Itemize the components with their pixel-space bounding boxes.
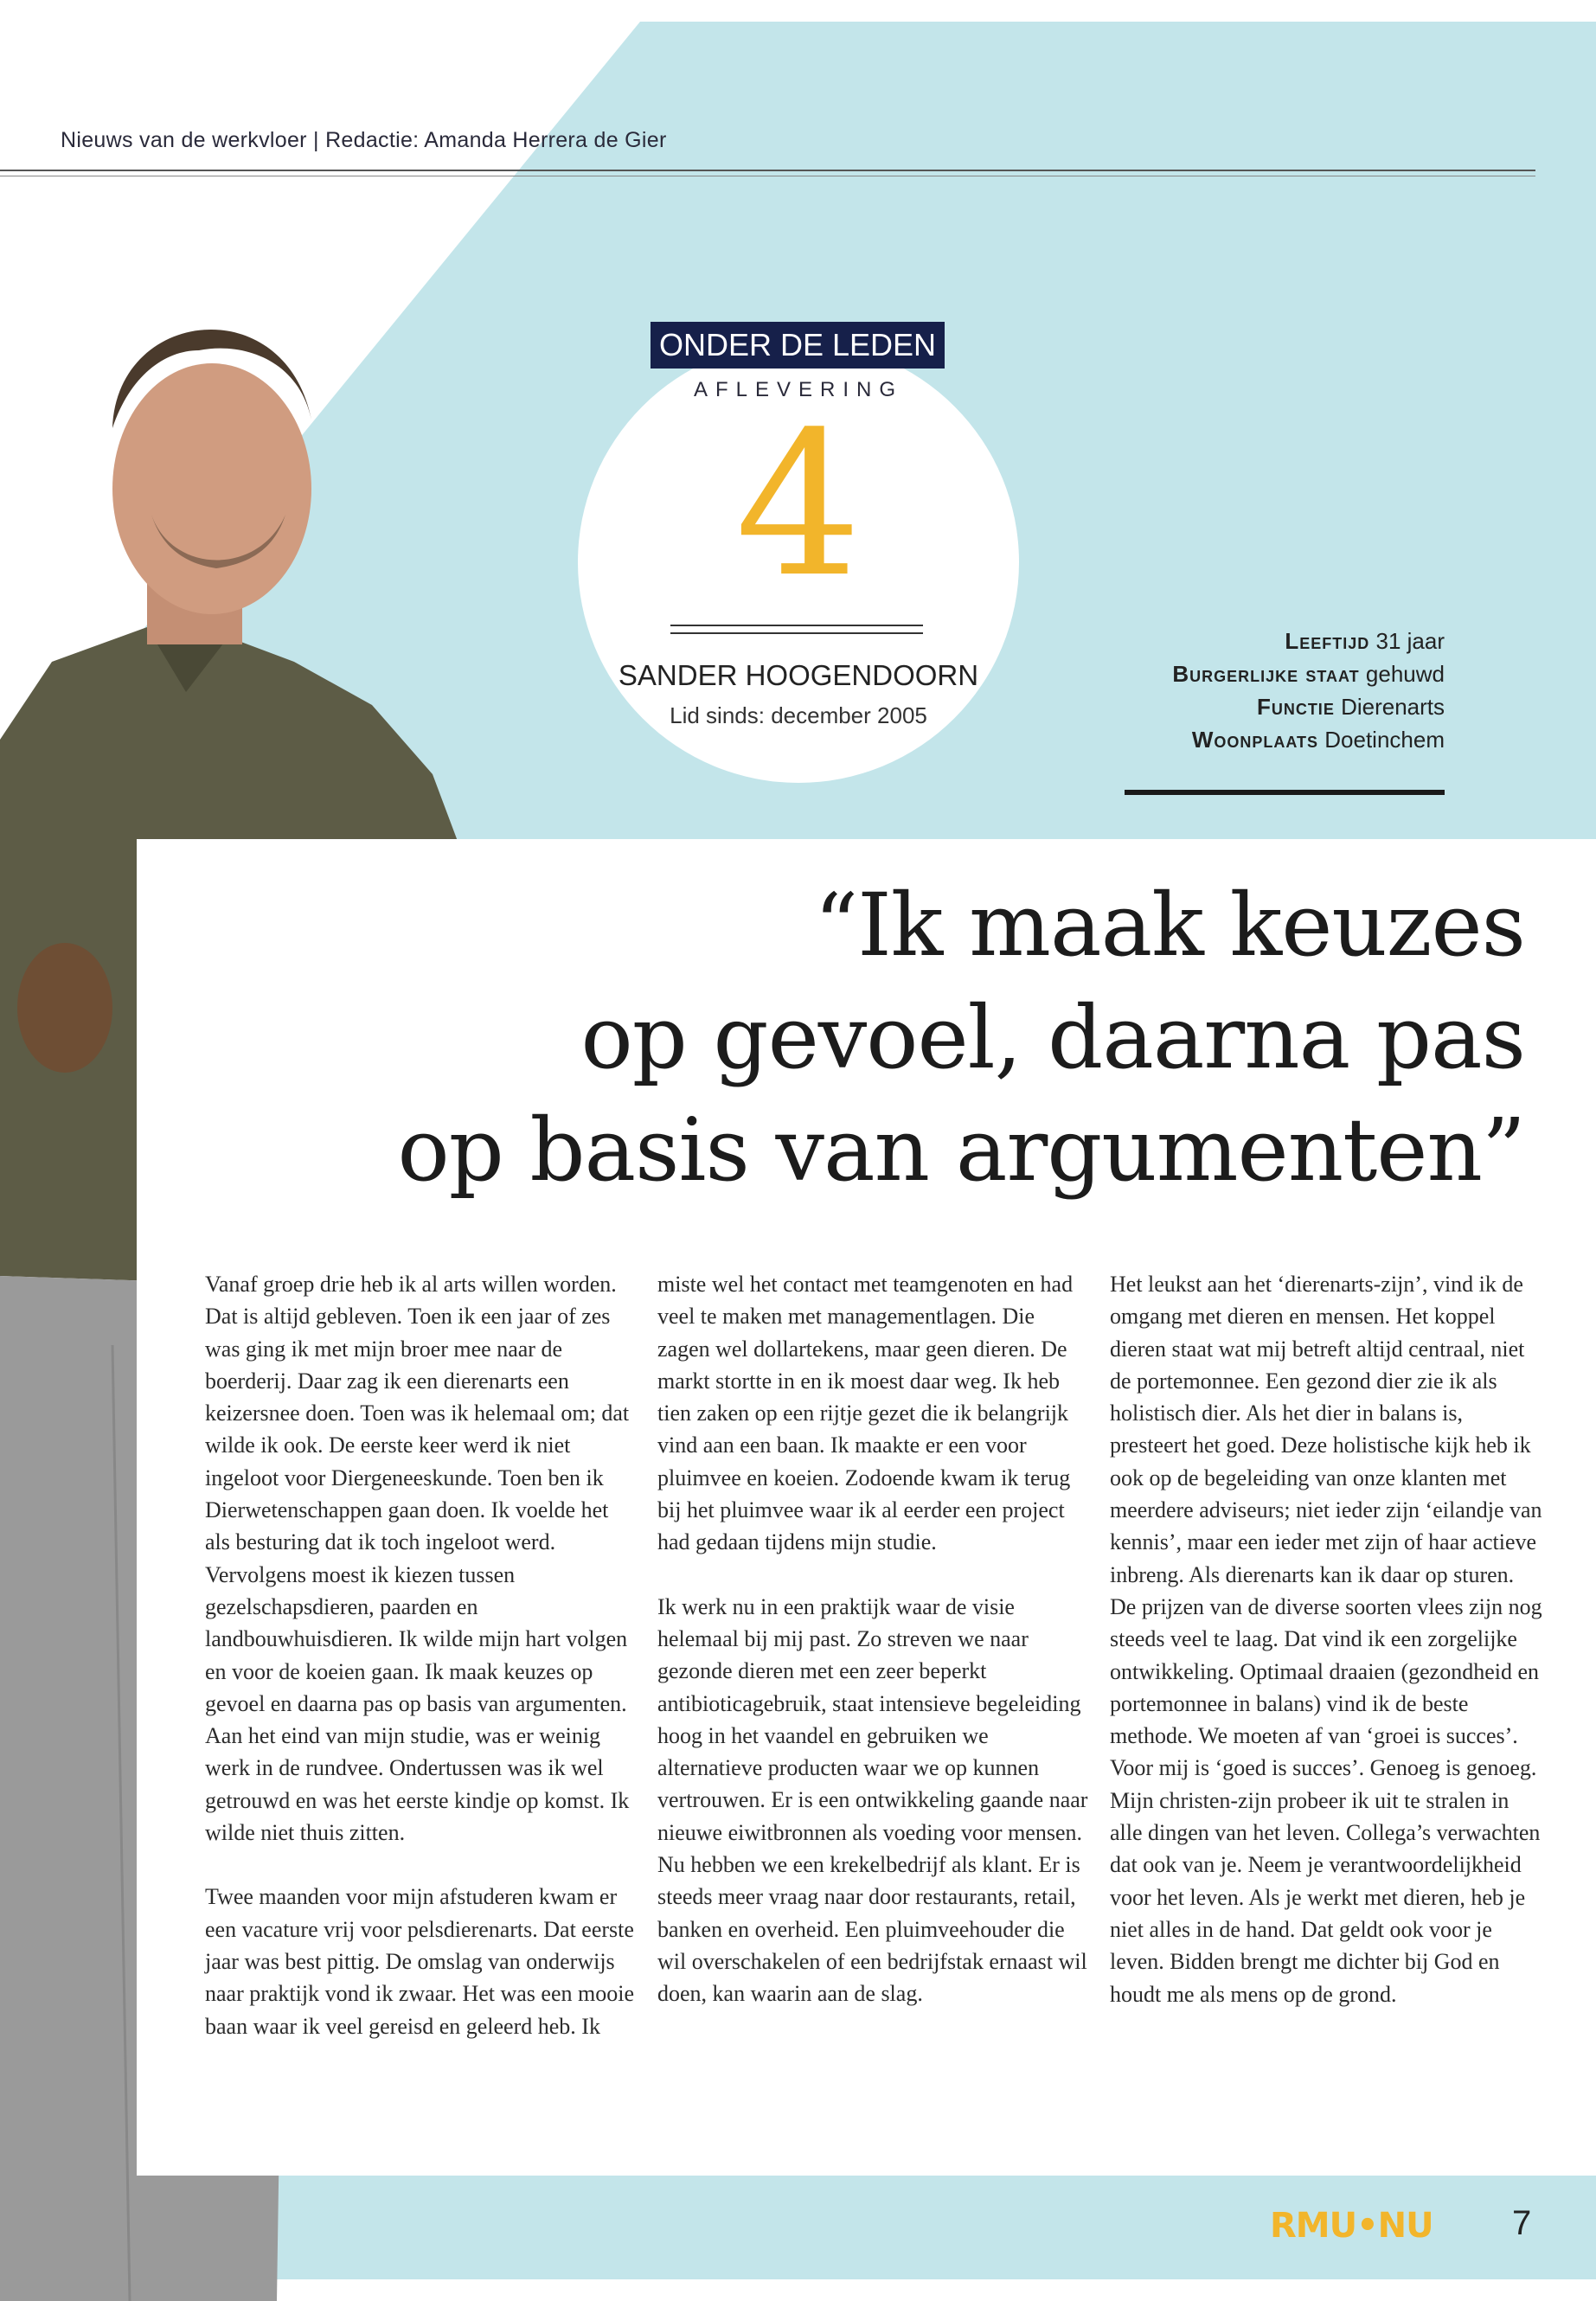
paragraph: Ik werk nu in een praktijk waar de visie helemaal bij mij past. Zo streven we naar gezonde dieren met een zeer beperkt antibioticagebruik, staat intensieve begeleiding hoog in het vaandel en gebruiken we alternatieve producten waar we op kunnen vertrouwen. Er is een ontwikkeling gaande naar nieuwe eiwitbronnen als voeding voor mensen. Nu hebben we een krekelbedrijf als klant. Er is steeds meer vraag naar door restaurants, retail, banken en overheid. Een pluimveehouder die wil overschakelen of een bedrijfstak ernaast wil doen, kan waarin aan de slag. <box>657 1593 1088 2007</box>
header-section-title: Nieuws van de werkvloer | Redactie: Amanda Herrera de Gier <box>61 128 667 152</box>
fact-label: Woonplaats <box>1191 727 1319 753</box>
rmu-nu-logo: RMU•NU <box>1270 2206 1433 2246</box>
fact-function <box>1172 690 1445 723</box>
article-column-1 <box>205 1268 638 2042</box>
header-rule <box>0 170 1535 171</box>
quote-line: “Ik maak keuzes <box>814 875 1525 976</box>
member-since: Lid sinds: december 2005 <box>670 702 927 728</box>
facts-rule <box>1125 790 1445 795</box>
member-name: SANDER HOOGENDOORN <box>618 659 979 691</box>
paragraph: Twee maanden voor mijn afstuderen kwam er een vacature vrij voor pelsdierenarts. Dat eerste jaar was best pittig. De omslag van onderwijs naar praktijk vond ik zwaar. Het was een mooie baan waar ik veel gereisd en geleerd heb. Ik <box>205 1884 634 2039</box>
paragraph: Vanaf groep drie heb ik al arts willen worden. Dat is altijd gebleven. Toen ik een jaar of zes was ging ik met mijn broer mee naar de boerderij. Daar zag ik een dierenarts een keizersnee doen. Toen was ik helemaal om; dat wilde ik ook. De eerste keer werd ik niet ingeloot voor Diergeneeskunde. Toen ben ik Dierwetenschappen gaan doen. Ik voelde het als besturing dat ik toch ingeloot werd. Vervolgens moest ik kiezen tussen gezelschapsdieren, paarden en landbouwhuisdieren. Ik wilde mijn hart volgen en voor de koeien gaan. Ik maak keuzes op gevoel en daarna pas op basis van argumenten. Aan het eind van mijn studie, was er weinig werk in de rundvee. Ondertussen was ik wel getrouwd en was het eerste kindje op komst. Ik wilde niet thuis zitten. <box>205 1272 630 1846</box>
episode-rule <box>670 625 923 626</box>
episode-rule-second <box>670 632 923 634</box>
fact-label: Functie <box>1256 694 1335 720</box>
fact-label: Leeftijd <box>1285 628 1370 654</box>
quote-line: op basis van argumenten” <box>397 1099 1525 1201</box>
pull-quote <box>137 869 1525 1207</box>
quote-line: op gevoel, daarna pas <box>580 987 1525 1088</box>
article-column-2 <box>657 1268 1090 2010</box>
fact-residence <box>1172 723 1445 756</box>
section-badge: ONDER DE LEDEN <box>651 322 945 369</box>
episode-number: 4 <box>734 390 862 621</box>
fact-value: Dierenarts <box>1341 694 1445 720</box>
article-column-3 <box>1110 1268 1542 2010</box>
fact-age <box>1172 625 1445 657</box>
fact-value: gehuwd <box>1365 661 1445 687</box>
page-number: 7 <box>1512 2204 1532 2242</box>
paragraph: miste wel het contact met teamgenoten en had veel te maken met managementlagen. Die zagen wel dollartekens, maar geen dieren. De markt stortte in en ik moest daar weg. Ik heb tien zaken op een rijtje gezet die ik belangrijk vind aan een baan. Ik maakte er een voor pluimvee en koeien. Zodoende kwam ik terug bij het pluimvee waar ik al eerder een project had gedaan tijdens mijn studie. <box>657 1272 1074 1555</box>
fact-label: Burgerlijke staat <box>1172 661 1360 687</box>
fact-value: Doetinchem <box>1324 727 1445 753</box>
fact-list <box>1172 625 1445 756</box>
fact-marital-status <box>1172 657 1445 690</box>
episode-label: AFLEVERING <box>693 378 904 401</box>
paragraph: Het leukst aan het ‘dierenarts-zijn’, vind ik de omgang met dieren en mensen. Het koppel dieren staat wat mij betreft altijd centraal, niet de portemonnee. Een gezond dier zie ik als holistisch dier. Als het dier in balans is, presteert het goed. Deze holistische kijk heb ik ook op de begeleiding van onze klanten met meerdere adviseurs; niet ieder zijn ‘eilandje van kennis’, maar een ieder met zijn of haar actieve inbreng. Als dierenarts kan ik daar op sturen. De prijzen van de diverse soorten vlees zijn nog steeds veel te laag. Dat vind ik een zorgelijke ontwikkeling. Optimaal draaien (gezondheid en portemonnee in balans) vind ik de beste methode. We moeten af van ‘groei is succes’. Voor mij is ‘goed is succes’. Genoeg is genoeg. Mijn christen-zijn probeer ik uit te stralen in alle dingen van het leven. Collega’s verwachten dat ook van je. Neem je verantwoordelijkheid voor het leven. Als je werkt met dieren, heb je niet alles in de hand. Dat geldt ook voor je leven. Bidden brengt me dichter bij God en houdt me als mens op de grond. <box>1110 1272 1542 2007</box>
fact-value: 31 jaar <box>1375 628 1445 654</box>
